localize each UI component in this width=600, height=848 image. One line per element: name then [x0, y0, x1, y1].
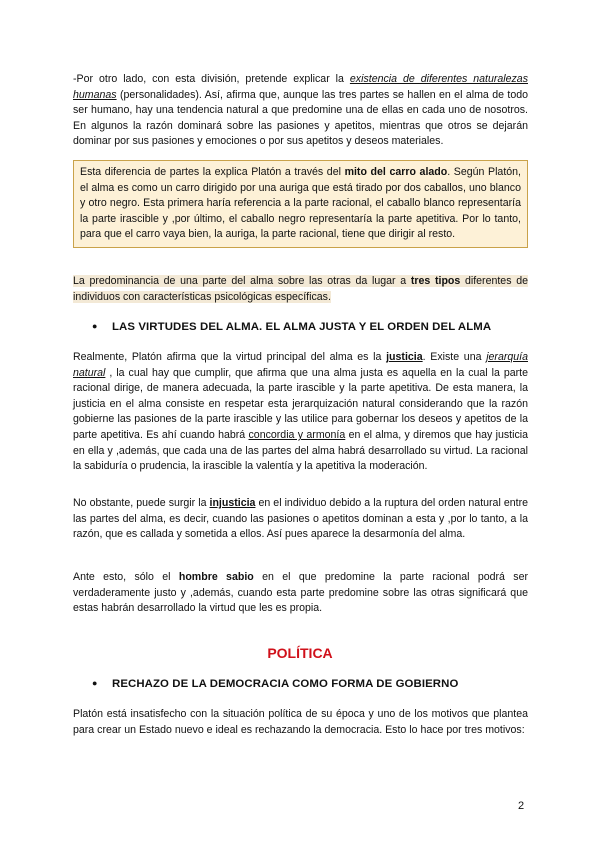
paragraph-politica: Platón está insatisfecho con la situación política de su época y uno de los motivos que plantea para crear un Estado nuevo e ideal es rechazando la democracia. Esto lo hace por tres motivos:	[73, 708, 528, 736]
emphasis-jerarquia: jerarquía natural	[73, 351, 528, 379]
paragraph-justicia: Realmente, Platón afirma que la virtud principal del alma es la justicia. Existe una jerarquía natural , la cual hay que cumplir, que afirma que una alma justa es aquella en la cual la parte racional dirige, de manera adecuada, la parte irascible y la parte apetitiva. De esta manera, la justicia en el alma consiste en respetar esta jerarquización natural considerando que la razón gobierne las pasiones de la parte irascible y las utilice para gobernar los deseos y apetitos de la parte apetitiva. Es ahí cuando habrá concordia y armonía en el alma, y diremos que hay justicia en ella y ,además, que cada una de las partes del alma habrá desarrollado su virtud. La racional la sabiduría o prudencia, la irascible la valentía y la apetitiva la moderación.	[73, 351, 528, 473]
emphasis-injusticia: injusticia	[209, 497, 256, 509]
emphasis-concordia: concordia y armonía	[248, 428, 346, 441]
bullet-icon: ●	[92, 678, 98, 688]
section-title-politica: POLÍTICA	[267, 645, 333, 661]
paragraph-hombre-sabio: Ante esto, sólo el hombre sabio en el que predomine la parte racional podrá ser verdaderamente justo y ,además, cuando esta parte predomine sobre las otras significará que estas habrán desarrollado la virtud que les es propia.	[73, 571, 528, 615]
paragraph-naturalezas: -Por otro lado, con esta división, pretende explicar la existencia de diferentes naturalezas humanas (personalidades). Así, afirma que, aunque las tres partes se hallen en el alma de todo ser humano, hay una tendencia natural a que predomine una de ellas en cada uno de nosotros. En algunos la razón dominará sobre las pasiones y apetitos, mientras que otros se dejarán dominar por sus pasiones y emociones o por sus apetitos y deseos materiales.	[73, 73, 528, 148]
paragraph-injusticia: No obstante, puede surgir la injusticia en el individuo debido a la ruptura del orden natural entre las partes del alma, es decir, cuando las pasiones o apetitos dominan a esta y ,por lo tanto, a la razón, que es callada y sometida a ellos. Así pues aparece la desarmonía del alma.	[73, 497, 528, 541]
callout-box-mito: Esta diferencia de partes la explica Platón a través del mito del carro alado. Según Platón, el alma es como un carro dirigido por una auriga que está tirado por dos caballos, uno blanco y otro negro. Esta primera haría referencia a la parte racional, el caballo blanco representaría la parte irascible y ,por último, el caballo negro representaría la parte apetitiva. Por lo tanto, para que el carro vaya bien, la auriga, la parte racional, tiene que dirigir al resto.	[73, 160, 528, 248]
bullet-icon: ●	[92, 321, 98, 331]
emphasis-hombre-sabio: hombre sabio	[178, 571, 254, 583]
paragraph-predominancia: La predominancia de una parte del alma sobre las otras da lugar a tres tipos diferentes de individuos con características psicológicas específicas.	[73, 275, 528, 303]
emphasis-mito: mito del carro alado	[344, 166, 448, 178]
heading-rechazo-democracia: ● RECHAZO DE LA DEMOCRACIA COMO FORMA DE GOBIERNO	[92, 678, 459, 690]
page-number: 2	[518, 800, 525, 812]
emphasis-tres-tipos: tres tipos	[410, 275, 461, 287]
emphasis-naturalezas: existencia de diferentes naturalezas humanas	[73, 73, 528, 101]
emphasis-justicia: justicia	[386, 351, 423, 363]
heading-virtudes: ● LAS VIRTUDES DEL ALMA. EL ALMA JUSTA Y EL ORDEN DEL ALMA	[92, 321, 492, 333]
